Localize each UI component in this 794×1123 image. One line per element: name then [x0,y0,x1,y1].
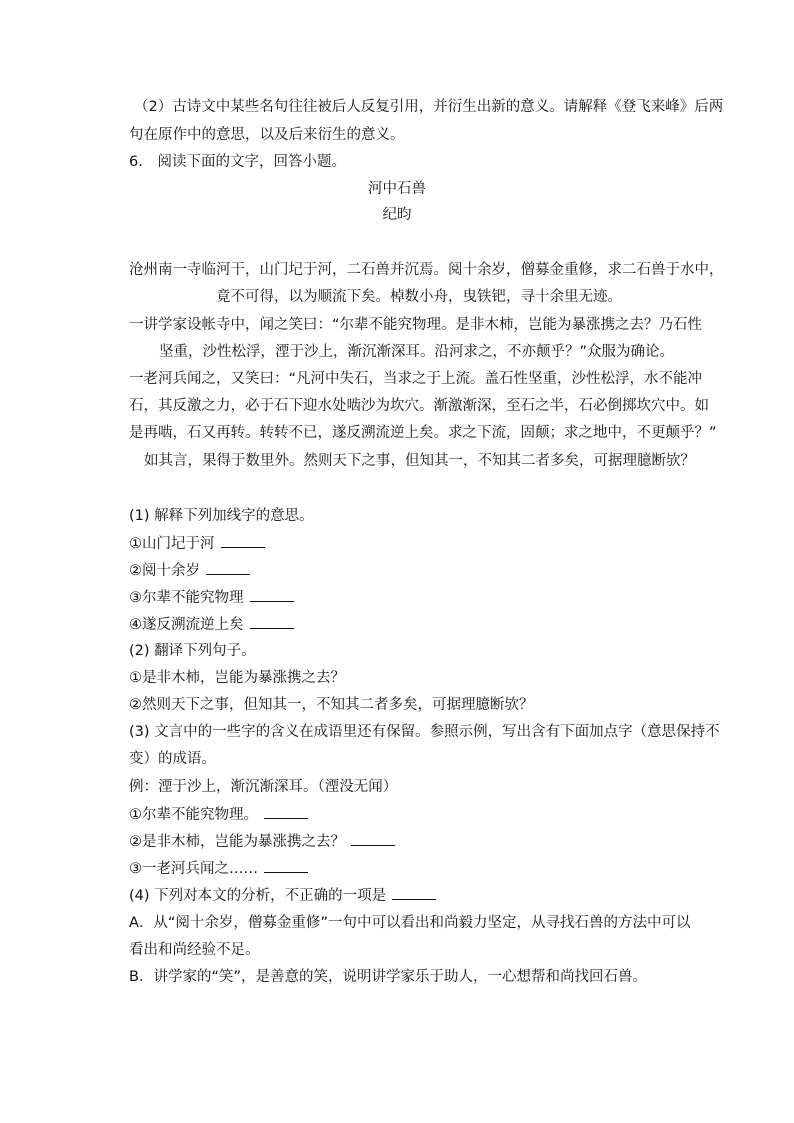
passage-line: 一老河兵闻之，又笑曰：“凡河中失石，当求之于上流。盖石性坚重，沙性松浮，水不能冲 [129,371,703,387]
item-text: ④遂反溯流逆上矣 [129,617,244,633]
subquestion-1-item [129,614,294,635]
subquestion-1-item [129,587,294,608]
q5-part2-line2: 句在原作中的意思，以及后来衍生的意义。 [129,127,405,143]
passage-author: 纪昀 [382,207,412,223]
passage-line: 是再啮，石又再转。转转不已，遂反溯流逆上矣。求之下流，固颠；求之地中，不更颠乎？” [129,425,717,441]
item-text: ②是非木柿，岂能为暴涨携之去？ [129,834,345,850]
answer-blank[interactable] [206,560,250,575]
subquestion-3-heading-line1: (3) 文言中的一些字的含义在成语里还有保留。参照示例，写出含有下面加点字（意思保持不 [129,724,720,740]
item-text: ②阅十余岁 [129,563,200,579]
answer-blank[interactable] [351,831,395,846]
item-text: ③一老河兵闻之…… [129,861,258,877]
subquestion-3-item [129,804,308,825]
subquestion-1-heading: (1) 解释下列加线字的意思。 [129,508,314,524]
question-prompt: 阅读下面的文字，回答小题。 [157,154,346,170]
question-number: 6. [129,154,143,170]
question-6-header [129,152,346,172]
subquestion-3-heading-line2: 变）的成语。 [129,751,216,767]
answer-blank[interactable] [250,614,294,629]
option-a-line2: 看出和尚经验不足。 [129,942,260,958]
subquestion-2-item: ②然则天下之事，但知其一，不知其二者多矣，可据理臆断欤？ [129,697,534,713]
passage-line: 坚重，沙性松浮，湮于沙上，渐沉渐深耳。沿河求之，不亦颠乎？”众服为确论。 [159,344,675,360]
answer-blank[interactable] [221,533,265,548]
item-text: (4) 下列对本文的分析，不正确的一项是 [129,888,387,904]
answer-blank[interactable] [264,804,308,819]
subquestion-3-example: 例：湮于沙上，渐沉渐深耳。（湮没无闻） [129,779,398,795]
subquestion-2-item: ①是非木柿，岂能为暴涨携之去？ [129,670,345,686]
passage-line: 石，其反激之力，必于石下迎水处啮沙为坎穴。渐激渐深，至石之半，石必倒掷坎穴中。如 [129,398,709,414]
passage-title: 河中石兽 [368,181,426,197]
item-text: ①尔辈不能究物理。 [129,807,258,823]
passage-line: 如其言，果得于数里外。然则天下之事，但知其一，不知其二者多矣，可据理臆断欤？ [144,453,695,469]
subquestion-3-item [129,858,308,879]
passage-line: 一讲学家设帐寺中，闻之笑曰：“尔辈不能究物理。是非木柿，岂能为暴涨携之去？乃石性 [129,317,703,333]
subquestion-1-item [129,533,265,554]
item-text: ③尔辈不能究物理 [129,590,244,606]
passage-line: 沧州南一寺临河干，山门圮于河，二石兽并沉焉。阅十余岁，僧募金重修，求二石兽于水中， [129,262,724,278]
answer-blank[interactable] [264,858,308,873]
answer-blank[interactable] [250,587,294,602]
item-text: ①山门圮于河 [129,536,215,552]
subquestion-1-item [129,560,250,581]
option-b: B．讲学家的“笑”，是善意的笑，说明讲学家乐于助人，一心想帮和尚找回石兽。 [129,969,647,985]
passage-line: 竟不可得，以为顺流下矣。棹数小舟，曳铁钯，寻十余里无迹。 [216,289,622,305]
subquestion-2-heading: (2) 翻译下列句子。 [129,643,256,659]
option-a-line1: A．从“阅十余岁，僧募金重修”一句中可以看出和尚毅力坚定，从寻找石兽的方法中可以 [129,915,691,931]
subquestion-4-heading [129,885,436,906]
q5-part2-line1: （2）古诗文中某些名句往往被后人反复引用，并衍生出新的意义。请解释《登飞来峰》后两 [134,99,724,115]
subquestion-3-item [129,831,395,852]
answer-blank[interactable] [392,885,436,900]
